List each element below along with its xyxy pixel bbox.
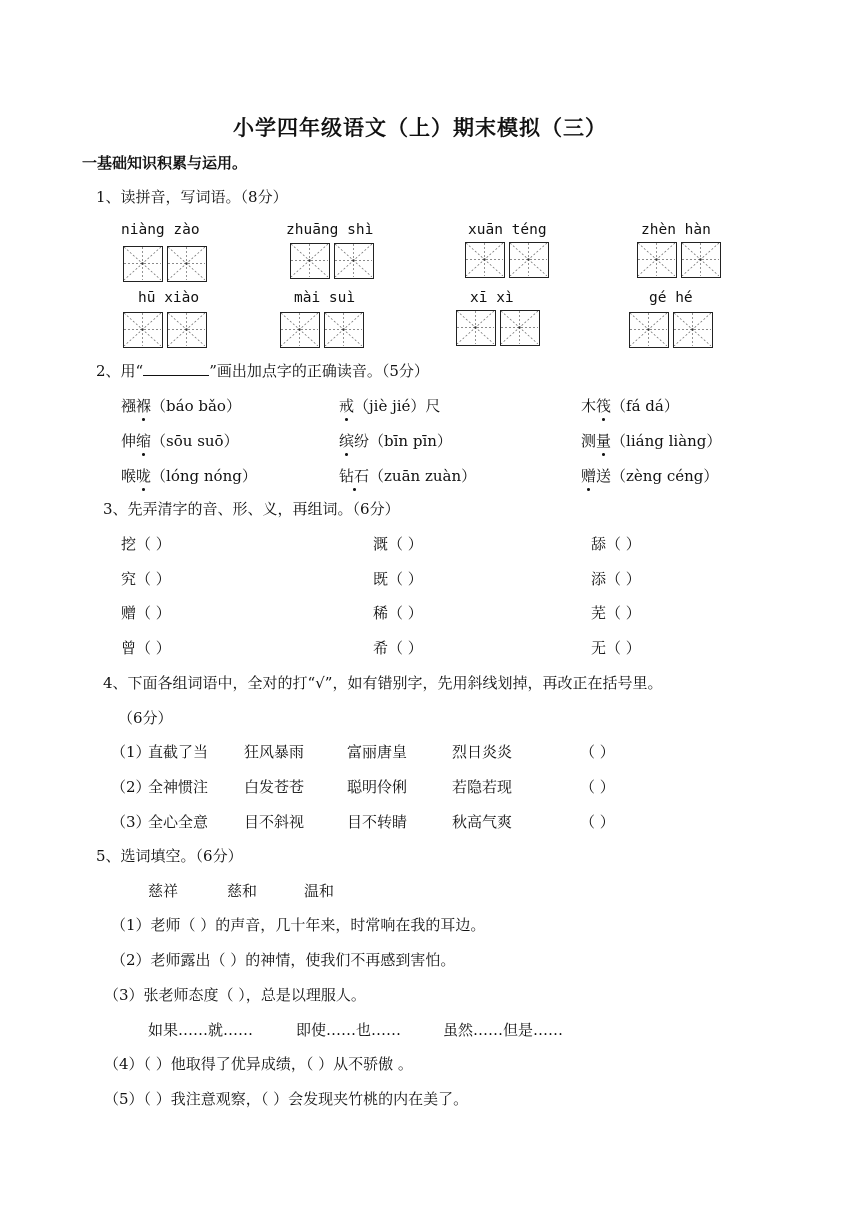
word-group-blank[interactable]: 既（ ） bbox=[373, 570, 423, 588]
row-number: （3） bbox=[111, 813, 151, 831]
reading-choice-item[interactable] bbox=[339, 430, 452, 451]
conjunction-option: 如果……就…… bbox=[148, 1021, 254, 1039]
dotted-character: 戒 bbox=[339, 397, 355, 415]
writing-box[interactable] bbox=[637, 242, 677, 278]
section-heading: 一基础知识积累与运用。 bbox=[82, 154, 248, 172]
conjunction-option: 虽然……但是…… bbox=[443, 1021, 564, 1039]
pinyin-options: （báo bǎo） bbox=[151, 397, 241, 415]
reading-choice-item[interactable] bbox=[581, 465, 718, 486]
pinyin-label: zhèn hàn bbox=[641, 222, 711, 238]
page-title: 小学四年级语文（上）期末模拟（三） bbox=[233, 115, 607, 140]
idiom-word: 烈日炎炎 bbox=[452, 743, 513, 761]
prompt-text: 2、用“ bbox=[96, 362, 144, 380]
pinyin-label: xuān téng bbox=[468, 222, 547, 238]
answer-blank[interactable]: （ ） bbox=[580, 813, 615, 831]
writing-box[interactable] bbox=[509, 242, 549, 278]
pinyin-label: zhuāng shì bbox=[286, 222, 374, 238]
pinyin-label: mài suì bbox=[294, 290, 356, 306]
word-group-blank[interactable]: 赠（ ） bbox=[121, 604, 171, 622]
writing-box[interactable] bbox=[167, 312, 207, 348]
fill-sentence: （4）（ ）他取得了优异成绩，（ ）从不骄傲 。 bbox=[104, 1055, 413, 1073]
idiom-word: 目不斜视 bbox=[244, 813, 305, 831]
row-number: （1） bbox=[111, 743, 151, 761]
word-group-blank[interactable]: 希（ ） bbox=[373, 639, 423, 657]
idiom-word: 全心全意 bbox=[148, 813, 209, 831]
writing-box[interactable] bbox=[324, 312, 364, 348]
dotted-character: 缤 bbox=[339, 432, 355, 450]
word-option: 慈祥 bbox=[148, 882, 179, 900]
word-group-blank[interactable]: 究（ ） bbox=[121, 570, 171, 588]
word-part: 测 bbox=[581, 432, 597, 450]
dotted-character: 赠 bbox=[581, 467, 597, 485]
answer-blank[interactable]: （ ） bbox=[580, 743, 615, 761]
word-group-blank[interactable]: 稀（ ） bbox=[373, 604, 423, 622]
pinyin-options: 送（zèng céng） bbox=[596, 467, 719, 485]
word-group-blank[interactable]: 挖（ ） bbox=[121, 535, 171, 553]
writing-box[interactable] bbox=[629, 312, 669, 348]
answer-blank[interactable]: （ ） bbox=[580, 778, 615, 796]
pinyin-options: 纷（bīn pīn） bbox=[354, 432, 452, 450]
fill-sentence: （2）老师露出（ ）的神情，使我们不再感到害怕。 bbox=[111, 951, 456, 969]
word-group-blank[interactable]: 芜（ ） bbox=[591, 604, 641, 622]
question-5-prompt: 5、选词填空。（6分） bbox=[96, 847, 243, 865]
word-option: 慈和 bbox=[227, 882, 258, 900]
word-part: 伸 bbox=[121, 432, 137, 450]
reading-choice-item[interactable] bbox=[581, 395, 679, 416]
idiom-word: 全神惯注 bbox=[148, 778, 209, 796]
word-group-blank[interactable]: 曾（ ） bbox=[121, 639, 171, 657]
word-part: 襁 bbox=[121, 397, 137, 415]
row-number: （2） bbox=[111, 778, 151, 796]
dotted-character: 筏 bbox=[596, 397, 612, 415]
writing-box[interactable] bbox=[290, 243, 330, 279]
word-group-blank[interactable]: 舔（ ） bbox=[591, 535, 641, 553]
word-group-blank[interactable]: 无（ ） bbox=[591, 639, 641, 657]
writing-box[interactable] bbox=[334, 243, 374, 279]
question-4-prompt: 4、下面各组词语中，全对的打“√”，如有错别字，先用斜线划掉，再改正在括号里。 bbox=[103, 674, 663, 692]
reading-choice-item[interactable] bbox=[121, 395, 241, 416]
pinyin-label: hū xiào bbox=[138, 290, 200, 306]
idiom-word: 目不转睛 bbox=[347, 813, 408, 831]
pinyin-options: （sōu suō） bbox=[151, 432, 239, 450]
fill-sentence: （3）张老师态度（ ），总是以理服人。 bbox=[104, 986, 366, 1004]
reading-choice-item[interactable] bbox=[121, 430, 239, 451]
idiom-word: 白发苍苍 bbox=[244, 778, 305, 796]
word-group-blank[interactable]: 溉（ ） bbox=[373, 535, 423, 553]
idiom-word: 秋高气爽 bbox=[452, 813, 513, 831]
word-group-blank[interactable]: 添（ ） bbox=[591, 570, 641, 588]
writing-box[interactable] bbox=[673, 312, 713, 348]
conjunction-option: 即使……也…… bbox=[296, 1021, 402, 1039]
pinyin-options: （fá dá） bbox=[611, 397, 679, 415]
reading-choice-item[interactable] bbox=[581, 430, 721, 451]
idiom-word: 聪明伶俐 bbox=[347, 778, 408, 796]
fill-sentence: （5）（ ）我注意观察，（ ）会发现夹竹桃的内在美了。 bbox=[104, 1090, 469, 1108]
word-part: 喉 bbox=[121, 467, 137, 485]
writing-box[interactable] bbox=[280, 312, 320, 348]
dotted-character: 褓 bbox=[136, 397, 152, 415]
dotted-character: 量 bbox=[596, 432, 612, 450]
question-3-prompt: 3、先弄清字的音、形、义，再组词。（6分） bbox=[103, 500, 400, 518]
dotted-character: 缩 bbox=[136, 432, 152, 450]
question-1-prompt: 1、读拼音，写词语。（8分） bbox=[96, 188, 288, 206]
reading-choice-item[interactable] bbox=[339, 465, 476, 486]
pinyin-label: xī xì bbox=[470, 290, 514, 306]
writing-box[interactable] bbox=[465, 242, 505, 278]
writing-box[interactable] bbox=[681, 242, 721, 278]
writing-box[interactable] bbox=[500, 310, 540, 346]
idiom-word: 直截了当 bbox=[148, 743, 209, 761]
reading-choice-item[interactable] bbox=[339, 395, 440, 416]
pinyin-options: （lóng nóng） bbox=[151, 467, 257, 485]
fill-sentence: （1）老师（ ）的声音，几十年来，时常响在我的耳边。 bbox=[111, 916, 486, 934]
writing-box[interactable] bbox=[123, 246, 163, 282]
word-option: 温和 bbox=[304, 882, 335, 900]
reading-choice-item[interactable] bbox=[121, 465, 257, 486]
pinyin-label: niàng zào bbox=[121, 222, 200, 238]
idiom-word: 若隐若现 bbox=[452, 778, 513, 796]
writing-box[interactable] bbox=[123, 312, 163, 348]
idiom-word: 富丽唐皇 bbox=[347, 743, 408, 761]
pinyin-label: gé hé bbox=[649, 290, 693, 306]
word-part: 钻 bbox=[339, 467, 355, 485]
idiom-word: 狂风暴雨 bbox=[244, 743, 305, 761]
writing-box[interactable] bbox=[167, 246, 207, 282]
pinyin-options: （jiè jié）尺 bbox=[354, 397, 441, 415]
word-part: 木 bbox=[581, 397, 597, 415]
writing-box[interactable] bbox=[456, 310, 496, 346]
dotted-character: 咙 bbox=[136, 467, 152, 485]
question-2-prompt bbox=[96, 360, 429, 381]
pinyin-options: 石（zuān zuàn） bbox=[354, 467, 477, 485]
question-4-points: （6分） bbox=[118, 709, 173, 727]
pinyin-options: （liáng liàng） bbox=[611, 432, 722, 450]
prompt-text: ”画出加点字的正确读音。（5分） bbox=[209, 362, 429, 380]
underline-sample bbox=[143, 363, 209, 376]
